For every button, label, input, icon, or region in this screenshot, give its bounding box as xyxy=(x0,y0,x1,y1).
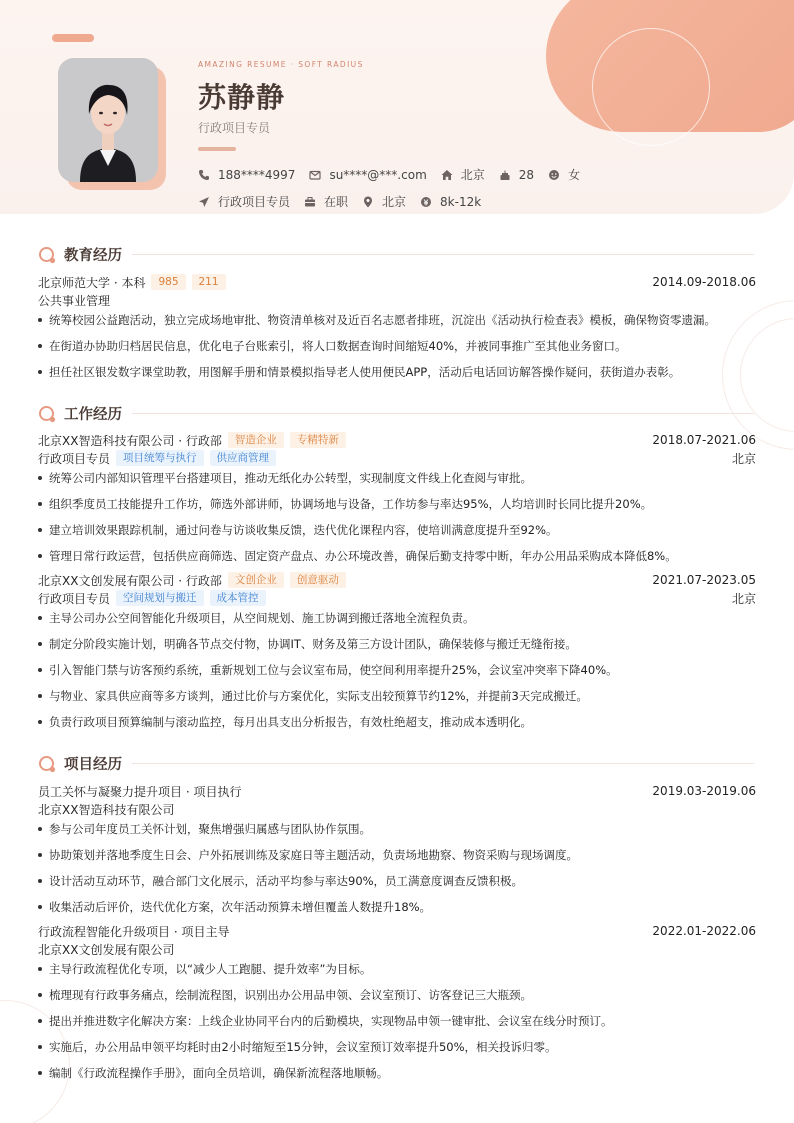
position-tag: 成本管控 xyxy=(210,590,266,606)
education-title: 教育经历 xyxy=(64,248,122,264)
education-bullet: 担任社区银发数字课堂助教，用图解手册和情景模拟指导老人使用便民APP，活动后电话回访解答操作疑问，获街道办表彰。 xyxy=(38,364,756,380)
name-underline xyxy=(198,147,236,151)
section-divider xyxy=(132,413,754,414)
resume-header xyxy=(0,0,794,214)
section-bullet-icon xyxy=(38,755,56,773)
mail-icon xyxy=(309,169,321,181)
job-position-row xyxy=(38,450,756,466)
salary-icon xyxy=(420,196,432,208)
education-date: 2014.09-2018.06 xyxy=(652,275,756,289)
job-bullet: 引入智能门禁与访客预约系统，重新规划工位与会议室布局，使空间利用率提升25%，会议室冲突率下降40%。 xyxy=(38,662,756,678)
project-org: 北京XX智造科技有限公司 xyxy=(38,802,175,817)
job-position-row xyxy=(38,590,756,606)
job-date: 2021.07-2023.05 xyxy=(652,573,756,587)
project-row xyxy=(38,923,756,939)
contact-age xyxy=(499,168,534,182)
company-tag: 创意驱动 xyxy=(290,572,346,588)
contact-home xyxy=(441,166,485,183)
contact-gender xyxy=(548,166,580,183)
project-bullet: 提出并推进数字化解决方案：上线企业协同平台内的后勤模块，实现物品申领一键审批、会议室在线分时预订。 xyxy=(38,1013,756,1029)
education-section-header xyxy=(38,244,754,265)
person-name: 苏静静 xyxy=(198,81,286,114)
contact-row xyxy=(198,166,594,183)
project-bullet: 编制《行政流程操作手册》，面向全员培训，确保新流程落地顺畅。 xyxy=(38,1065,756,1081)
project-bullet: 参与公司年度员工关怀计划，聚焦增强归属感与团队协作氛围。 xyxy=(38,821,756,837)
job-bullet: 组织季度员工技能提升工作坊，筛选外部讲师，协调场地与设备，工作坊参与率达95%，人均培训时长同比提升20%。 xyxy=(38,496,756,512)
major-row xyxy=(38,292,756,308)
section-bullet-icon xyxy=(38,405,56,423)
job-city: 北京 xyxy=(731,451,756,466)
intent-status-text: 在职 xyxy=(324,195,349,209)
project-org-row xyxy=(38,801,756,817)
job-bullet: 制定分阶段实施计划，明确各节点交付物，协调IT、财务及第三方设计团队，确保装修与搬迁无缝衔接。 xyxy=(38,636,756,652)
contact-email xyxy=(309,168,426,182)
education-bullet: 在街道办协助归档居民信息，优化电子台账索引，将人口数据查询时间缩短40%，并被同事推广至其他业务窗口。 xyxy=(38,338,756,354)
job-bullet: 与物业、家具供应商等多方谈判，通过比价与方案优化，实际支出较预算节约12%，并提前3天完成搬迁。 xyxy=(38,688,756,704)
job-bullet: 负责行政项目预算编制与滚动监控，每月出具支出分析报告，有效杜绝超支，推动成本透明化。 xyxy=(38,714,756,730)
job-company-row xyxy=(38,432,756,448)
job-bullet: 管理日常行政运营，包括供应商筛选、固定资产盘点、办公环境改善，确保后勤支持零中断，年办公用品采购成本降低8%。 xyxy=(38,548,756,564)
project-bullet: 收集活动后评价，迭代优化方案，次年活动预算未增但覆盖人数提升18%。 xyxy=(38,899,756,915)
position-tag: 供应商管理 xyxy=(210,450,277,466)
contact-age-text: 28 xyxy=(518,167,535,182)
phone-icon xyxy=(198,169,210,181)
project-date: 2019.03-2019.06 xyxy=(652,784,756,798)
intent-position xyxy=(198,193,290,210)
position-tag: 项目统筹与执行 xyxy=(116,450,204,466)
section-divider xyxy=(132,254,754,255)
project-name: 行政流程智能化升级项目 · 项目主导 xyxy=(38,924,230,939)
contact-phone xyxy=(198,168,295,182)
school-name: 北京师范大学 · 本科 xyxy=(38,275,146,290)
projects-section-header xyxy=(38,753,754,774)
project-bullet: 实施后，办公用品申领平均耗时由2小时缩短至15分钟，会议室预订效率提升50%，相关投诉归零。 xyxy=(38,1039,756,1055)
company-name: 北京XX智造科技有限公司 · 行政部 xyxy=(38,433,222,448)
location-icon xyxy=(362,196,374,208)
job-bullet: 主导公司办公空间智能化升级项目，从空间规划、施工协调到搬迁落地全流程负责。 xyxy=(38,610,756,626)
project-bullet: 梳理现有行政事务痛点，绘制流程图，识别出办公用品申领、会议室预订、访客登记三大瓶颈。 xyxy=(38,987,756,1003)
school-tag: 211 xyxy=(192,274,226,290)
intent-status xyxy=(304,193,348,210)
work-section-header xyxy=(38,403,754,424)
intent-city xyxy=(362,193,406,210)
position-tag: 空间规划与搬迁 xyxy=(116,590,204,606)
intent-row xyxy=(198,193,495,210)
contact-home-text: 北京 xyxy=(460,168,485,182)
gender-icon xyxy=(548,169,560,181)
job-bullet: 统筹公司内部知识管理平台搭建项目，推动无纸化办公转型，实现制度文件线上化查阅与审批。 xyxy=(38,470,756,486)
avatar xyxy=(58,58,158,182)
intent-salary-text: 8k-12k xyxy=(440,194,482,209)
decorative-ring xyxy=(592,28,710,146)
project-bullet: 设计活动互动环节，融合部门文化展示，活动平均参与率达90%，员工满意度调查反馈积极。 xyxy=(38,873,756,889)
contact-gender-text: 女 xyxy=(568,168,581,182)
send-icon xyxy=(198,196,210,208)
contact-email-text: su****@***.com xyxy=(329,167,427,182)
project-org: 北京XX文创发展有限公司 xyxy=(38,942,175,957)
decorative-pill xyxy=(52,34,94,42)
cake-icon xyxy=(499,169,511,181)
intent-position-text: 行政项目专员 xyxy=(218,195,291,209)
home-icon xyxy=(441,169,453,181)
education-bullet: 统筹校园公益跑活动，独立完成场地审批、物资清单核对及近百名志愿者排班，沉淀出《活动执行检查表》模板，确保物资零遗漏。 xyxy=(38,312,756,328)
job-position: 行政项目专员 xyxy=(38,591,111,606)
job-city: 北京 xyxy=(731,591,756,606)
resume-tagline: AMAZING RESUME · SOFT RADIUS xyxy=(198,60,364,69)
company-tag: 专精特新 xyxy=(290,432,346,448)
projects-title: 项目经历 xyxy=(64,757,122,773)
person-role: 行政项目专员 xyxy=(198,121,271,135)
company-name: 北京XX文创发展有限公司 · 行政部 xyxy=(38,573,222,588)
intent-salary xyxy=(420,195,481,209)
contact-phone-text: 188****4997 xyxy=(218,167,296,182)
section-divider xyxy=(132,763,754,764)
job-position: 行政项目专员 xyxy=(38,451,111,466)
major-name: 公共事业管理 xyxy=(38,293,111,308)
project-bullet: 协助策划并落地季度生日会、户外拓展训练及家庭日等主题活动，负责场地勘察、物资采购与现场调度。 xyxy=(38,847,756,863)
project-org-row xyxy=(38,941,756,957)
briefcase-icon xyxy=(304,196,316,208)
education-row xyxy=(38,274,756,290)
project-row xyxy=(38,783,756,799)
school-tag: 985 xyxy=(151,274,185,290)
section-bullet-icon xyxy=(38,246,56,264)
job-date: 2018.07-2021.06 xyxy=(652,433,756,447)
company-tag: 文创企业 xyxy=(228,572,284,588)
work-title: 工作经历 xyxy=(64,407,122,423)
company-tag: 智造企业 xyxy=(228,432,284,448)
project-name: 员工关怀与凝聚力提升项目 · 项目执行 xyxy=(38,784,242,799)
job-company-row xyxy=(38,572,756,588)
job-bullet: 建立培训效果跟踪机制，通过问卷与访谈收集反馈，迭代优化课程内容，使培训满意度提升至92%。 xyxy=(38,522,756,538)
project-date: 2022.01-2022.06 xyxy=(652,924,756,938)
intent-city-text: 北京 xyxy=(382,195,407,209)
project-bullet: 主导行政流程优化专项，以“减少人工跑腿、提升效率”为目标。 xyxy=(38,961,756,977)
